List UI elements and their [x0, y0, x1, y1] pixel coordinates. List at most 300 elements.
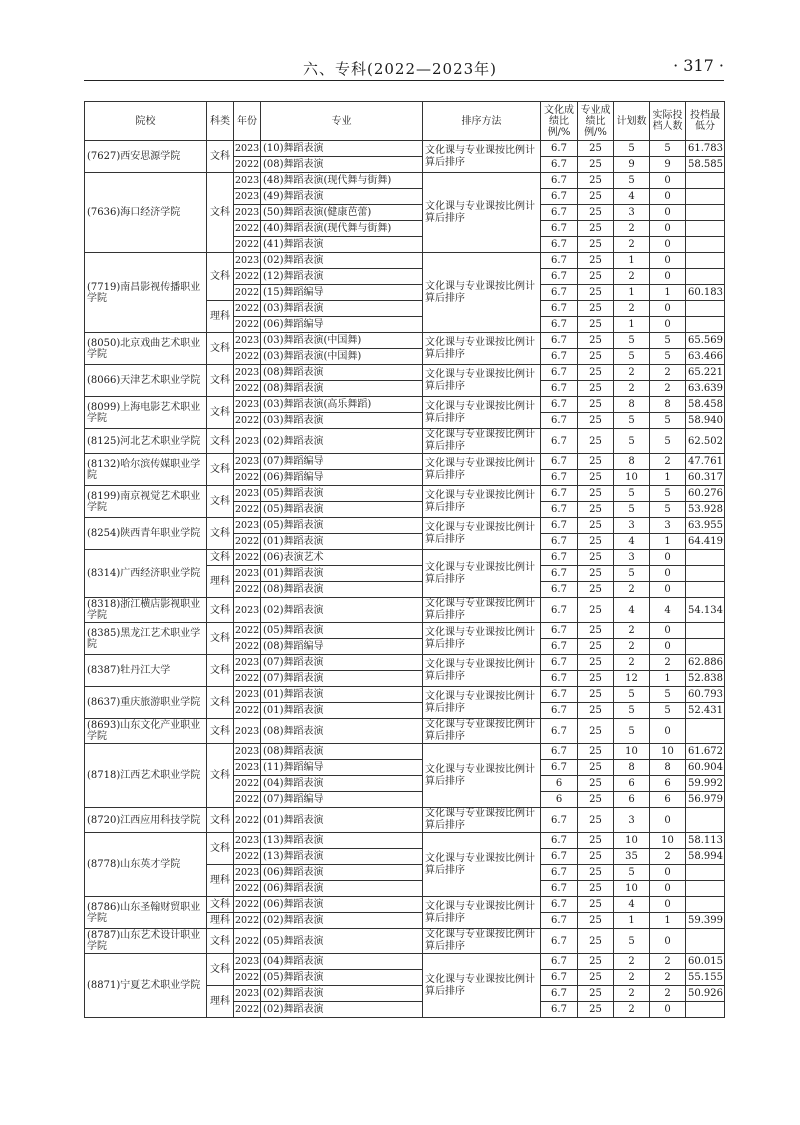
plan-count-cell: 10	[614, 470, 650, 486]
min-score-cell	[686, 269, 725, 285]
major-ratio-cell: 25	[578, 333, 614, 349]
admission-table-container	[84, 101, 724, 1018]
actual-count-cell: 5	[650, 486, 686, 502]
year-cell: 2022	[234, 881, 261, 897]
category-cell: 文科	[207, 550, 234, 566]
major-cell: (15)舞蹈编导	[261, 285, 423, 301]
year-cell: 2023	[234, 486, 261, 502]
actual-count-cell: 1	[650, 671, 686, 687]
min-score-cell: 58.113	[686, 833, 725, 849]
min-score-cell: 58.585	[686, 157, 725, 173]
culture-ratio-cell: 6.7	[541, 157, 578, 173]
major-ratio-cell: 25	[578, 141, 614, 157]
actual-count-cell: 0	[650, 550, 686, 566]
min-score-cell: 65.569	[686, 333, 725, 349]
plan-count-cell: 12	[614, 671, 650, 687]
sort-method-cell: 文化课与专业课按比例计算后排序	[423, 141, 541, 173]
school-cell: (8693)山东文化产业职业学院	[85, 719, 207, 744]
year-cell: 2022	[234, 317, 261, 333]
major-cell: (03)舞蹈表演	[261, 413, 423, 429]
year-cell: 2023	[234, 954, 261, 970]
plan-count-cell: 2	[614, 365, 650, 381]
school-cell: (8387)牡丹江大学	[85, 655, 207, 687]
major-cell: (50)舞蹈表演(健康芭蕾)	[261, 205, 423, 221]
major-ratio-cell: 25	[578, 639, 614, 655]
culture-ratio-cell: 6.7	[541, 566, 578, 582]
culture-ratio-cell: 6.7	[541, 381, 578, 397]
major-ratio-cell: 25	[578, 285, 614, 301]
plan-count-cell: 3	[614, 550, 650, 566]
actual-count-cell: 2	[650, 849, 686, 865]
year-cell: 2023	[234, 986, 261, 1002]
plan-count-cell: 5	[614, 687, 650, 703]
school-cell: (8718)江西艺术职业学院	[85, 744, 207, 808]
table-row	[85, 954, 725, 970]
year-cell: 2022	[234, 913, 261, 929]
page-header	[0, 0, 800, 95]
min-score-cell: 58.994	[686, 849, 725, 865]
major-ratio-cell: 25	[578, 157, 614, 173]
actual-count-cell: 0	[650, 253, 686, 269]
major-cell: (13)舞蹈表演	[261, 833, 423, 849]
school-cell: (8778)山东英才学院	[85, 833, 207, 897]
culture-ratio-cell: 6.7	[541, 349, 578, 365]
culture-ratio-cell: 6.7	[541, 221, 578, 237]
actual-count-cell: 8	[650, 397, 686, 413]
year-cell: 2022	[234, 776, 261, 792]
year-cell: 2022	[234, 221, 261, 237]
table-row	[85, 397, 725, 413]
major-ratio-cell: 25	[578, 365, 614, 381]
actual-count-cell: 2	[650, 986, 686, 1002]
major-ratio-cell: 25	[578, 929, 614, 954]
col-header-category: 科类	[207, 102, 234, 141]
culture-ratio-cell: 6.7	[541, 205, 578, 221]
col-header-sort: 排序方法	[423, 102, 541, 141]
min-score-cell	[686, 221, 725, 237]
min-score-cell	[686, 639, 725, 655]
category-cell: 理科	[207, 301, 234, 333]
culture-ratio-cell: 6.7	[541, 269, 578, 285]
major-cell: (03)舞蹈表演	[261, 301, 423, 317]
plan-count-cell: 2	[614, 655, 650, 671]
actual-count-cell: 0	[650, 881, 686, 897]
culture-ratio-cell: 6.7	[541, 655, 578, 671]
major-ratio-cell: 25	[578, 687, 614, 703]
actual-count-cell: 5	[650, 687, 686, 703]
year-cell: 2022	[234, 269, 261, 285]
school-cell: (7719)南昌影视传播职业学院	[85, 253, 207, 333]
actual-count-cell: 1	[650, 285, 686, 301]
culture-ratio-cell: 6.7	[541, 881, 578, 897]
min-score-cell: 59.399	[686, 913, 725, 929]
culture-ratio-cell: 6.7	[541, 849, 578, 865]
major-ratio-cell: 25	[578, 849, 614, 865]
actual-count-cell: 2	[650, 954, 686, 970]
culture-ratio-cell: 6.7	[541, 317, 578, 333]
major-cell: (08)舞蹈表演	[261, 365, 423, 381]
plan-count-cell: 9	[614, 157, 650, 173]
major-cell: (07)舞蹈编导	[261, 792, 423, 808]
culture-ratio-cell: 6.7	[541, 986, 578, 1002]
major-ratio-cell: 25	[578, 518, 614, 534]
major-ratio-cell: 25	[578, 534, 614, 550]
category-cell: 文科	[207, 333, 234, 365]
major-ratio-cell: 25	[578, 237, 614, 253]
school-cell: (8318)浙江横店影视职业学院	[85, 598, 207, 623]
col-header-actual: 实际投档人数	[650, 102, 686, 141]
major-cell: (03)舞蹈表演(中国舞)	[261, 349, 423, 365]
culture-ratio-cell: 6.7	[541, 598, 578, 623]
culture-ratio-cell: 6.7	[541, 413, 578, 429]
plan-count-cell: 2	[614, 221, 650, 237]
major-ratio-cell: 25	[578, 970, 614, 986]
min-score-cell	[686, 189, 725, 205]
year-cell: 2023	[234, 719, 261, 744]
school-cell: (8871)宁夏艺术职业学院	[85, 954, 207, 1018]
major-cell: (03)舞蹈表演(高乐舞蹈)	[261, 397, 423, 413]
plan-count-cell: 10	[614, 744, 650, 760]
major-ratio-cell: 25	[578, 269, 614, 285]
major-ratio-cell: 25	[578, 221, 614, 237]
culture-ratio-cell: 6.7	[541, 703, 578, 719]
sort-method-cell: 文化课与专业课按比例计算后排序	[423, 929, 541, 954]
culture-ratio-cell: 6.7	[541, 760, 578, 776]
culture-ratio-cell: 6.7	[541, 237, 578, 253]
actual-count-cell: 8	[650, 760, 686, 776]
major-cell: (10)舞蹈表演	[261, 141, 423, 157]
sort-method-cell: 文化课与专业课按比例计算后排序	[423, 253, 541, 333]
category-cell: 文科	[207, 897, 234, 913]
year-cell: 2023	[234, 397, 261, 413]
min-score-cell	[686, 719, 725, 744]
year-cell: 2022	[234, 157, 261, 173]
category-cell: 文科	[207, 929, 234, 954]
year-cell: 2023	[234, 365, 261, 381]
min-score-cell	[686, 623, 725, 639]
actual-count-cell: 5	[650, 349, 686, 365]
category-cell: 文科	[207, 486, 234, 518]
actual-count-cell: 0	[650, 808, 686, 833]
actual-count-cell: 5	[650, 703, 686, 719]
school-cell: (7627)西安思源学院	[85, 141, 207, 173]
culture-ratio-cell: 6.7	[541, 1002, 578, 1018]
category-cell: 文科	[207, 744, 234, 808]
major-cell: (05)舞蹈表演	[261, 623, 423, 639]
culture-ratio-cell: 6.7	[541, 913, 578, 929]
sort-method-cell: 文化课与专业课按比例计算后排序	[423, 518, 541, 550]
plan-count-cell: 2	[614, 381, 650, 397]
min-score-cell	[686, 317, 725, 333]
table-header-row	[85, 102, 725, 141]
year-cell: 2023	[234, 687, 261, 703]
actual-count-cell: 10	[650, 833, 686, 849]
col-header-min-score: 投档最低分	[686, 102, 725, 141]
culture-ratio-cell: 6.7	[541, 639, 578, 655]
actual-count-cell: 4	[650, 598, 686, 623]
culture-ratio-cell: 6.7	[541, 534, 578, 550]
min-score-cell: 63.955	[686, 518, 725, 534]
table-row	[85, 141, 725, 157]
plan-count-cell: 8	[614, 397, 650, 413]
category-cell: 文科	[207, 454, 234, 486]
culture-ratio-cell: 6.7	[541, 429, 578, 454]
major-cell: (07)舞蹈表演	[261, 655, 423, 671]
sort-method-cell: 文化课与专业课按比例计算后排序	[423, 687, 541, 719]
table-body	[85, 141, 725, 1018]
actual-count-cell: 0	[650, 566, 686, 582]
col-header-plan: 计划数	[614, 102, 650, 141]
school-cell: (8099)上海电影艺术职业学院	[85, 397, 207, 429]
year-cell: 2022	[234, 502, 261, 518]
sort-method-cell: 文化课与专业课按比例计算后排序	[423, 454, 541, 486]
actual-count-cell: 2	[650, 365, 686, 381]
major-cell: (01)舞蹈表演	[261, 703, 423, 719]
year-cell: 2023	[234, 566, 261, 582]
min-score-cell	[686, 897, 725, 913]
culture-ratio-cell: 6.7	[541, 833, 578, 849]
actual-count-cell: 0	[650, 897, 686, 913]
year-cell: 2022	[234, 381, 261, 397]
sort-method-cell: 文化课与专业课按比例计算后排序	[423, 744, 541, 808]
actual-count-cell: 1	[650, 534, 686, 550]
year-cell: 2022	[234, 582, 261, 598]
actual-count-cell: 2	[650, 381, 686, 397]
sort-method-cell: 文化课与专业课按比例计算后排序	[423, 897, 541, 929]
category-cell: 文科	[207, 687, 234, 719]
major-cell: (49)舞蹈表演	[261, 189, 423, 205]
min-score-cell: 60.015	[686, 954, 725, 970]
plan-count-cell: 5	[614, 141, 650, 157]
major-ratio-cell: 25	[578, 719, 614, 744]
min-score-cell: 64.419	[686, 534, 725, 550]
col-header-year: 年份	[234, 102, 261, 141]
actual-count-cell: 0	[650, 582, 686, 598]
plan-count-cell: 5	[614, 566, 650, 582]
sort-method-cell: 文化课与专业课按比例计算后排序	[423, 833, 541, 897]
major-cell: (13)舞蹈表演	[261, 849, 423, 865]
major-ratio-cell: 25	[578, 776, 614, 792]
year-cell: 2022	[234, 671, 261, 687]
table-row	[85, 333, 725, 349]
major-ratio-cell: 25	[578, 173, 614, 189]
plan-count-cell: 4	[614, 534, 650, 550]
table-row	[85, 429, 725, 454]
school-cell: (8199)南京视觉艺术职业学院	[85, 486, 207, 518]
category-cell: 理科	[207, 986, 234, 1018]
table-row	[85, 365, 725, 381]
page-number: · 317 ·	[673, 56, 724, 75]
actual-count-cell: 5	[650, 502, 686, 518]
table-row	[85, 687, 725, 703]
culture-ratio-cell: 6.7	[541, 470, 578, 486]
school-cell: (8786)山东圣翰财贸职业学院	[85, 897, 207, 929]
sort-method-cell: 文化课与专业课按比例计算后排序	[423, 333, 541, 365]
min-score-cell	[686, 253, 725, 269]
major-cell: (04)舞蹈表演	[261, 954, 423, 970]
category-cell: 理科	[207, 566, 234, 598]
year-cell: 2022	[234, 470, 261, 486]
major-ratio-cell: 25	[578, 349, 614, 365]
plan-count-cell: 2	[614, 639, 650, 655]
actual-count-cell: 1	[650, 913, 686, 929]
category-cell: 文科	[207, 173, 234, 253]
min-score-cell: 65.221	[686, 365, 725, 381]
major-cell: (01)舞蹈表演	[261, 534, 423, 550]
year-cell: 2023	[234, 253, 261, 269]
major-cell: (02)舞蹈表演	[261, 429, 423, 454]
culture-ratio-cell: 6.7	[541, 687, 578, 703]
culture-ratio-cell: 6.7	[541, 365, 578, 381]
actual-count-cell: 0	[650, 301, 686, 317]
actual-count-cell: 0	[650, 929, 686, 954]
major-ratio-cell: 25	[578, 808, 614, 833]
culture-ratio-cell: 6.7	[541, 582, 578, 598]
school-cell: (8637)重庆旅游职业学院	[85, 687, 207, 719]
actual-count-cell: 0	[650, 719, 686, 744]
plan-count-cell: 5	[614, 929, 650, 954]
year-cell: 2023	[234, 655, 261, 671]
year-cell: 2022	[234, 550, 261, 566]
major-ratio-cell: 25	[578, 189, 614, 205]
min-score-cell: 60.183	[686, 285, 725, 301]
major-ratio-cell: 25	[578, 381, 614, 397]
table-row	[85, 719, 725, 744]
major-cell: (02)舞蹈表演	[261, 986, 423, 1002]
min-score-cell: 59.992	[686, 776, 725, 792]
major-ratio-cell: 25	[578, 792, 614, 808]
major-ratio-cell: 25	[578, 655, 614, 671]
plan-count-cell: 3	[614, 205, 650, 221]
plan-count-cell: 5	[614, 349, 650, 365]
major-cell: (07)舞蹈编导	[261, 454, 423, 470]
major-ratio-cell: 25	[578, 397, 614, 413]
actual-count-cell: 2	[650, 655, 686, 671]
col-header-major: 专业	[261, 102, 423, 141]
category-cell: 文科	[207, 253, 234, 301]
table-row	[85, 929, 725, 954]
plan-count-cell: 6	[614, 792, 650, 808]
min-score-cell: 62.886	[686, 655, 725, 671]
major-ratio-cell: 25	[578, 986, 614, 1002]
sort-method-cell: 文化课与专业课按比例计算后排序	[423, 550, 541, 598]
major-cell: (06)表演艺术	[261, 550, 423, 566]
plan-count-cell: 10	[614, 881, 650, 897]
major-ratio-cell: 25	[578, 253, 614, 269]
culture-ratio-cell: 6.7	[541, 929, 578, 954]
year-cell: 2022	[234, 237, 261, 253]
actual-count-cell: 0	[650, 1002, 686, 1018]
major-cell: (06)舞蹈表演	[261, 865, 423, 881]
plan-count-cell: 1	[614, 285, 650, 301]
plan-count-cell: 5	[614, 719, 650, 744]
major-ratio-cell: 25	[578, 454, 614, 470]
major-cell: (02)舞蹈表演	[261, 1002, 423, 1018]
plan-count-cell: 6	[614, 776, 650, 792]
plan-count-cell: 2	[614, 986, 650, 1002]
category-cell: 理科	[207, 865, 234, 897]
plan-count-cell: 4	[614, 897, 650, 913]
actual-count-cell: 0	[650, 269, 686, 285]
year-cell: 2022	[234, 897, 261, 913]
culture-ratio-cell: 6.7	[541, 671, 578, 687]
table-row	[85, 253, 725, 269]
major-ratio-cell: 25	[578, 550, 614, 566]
sort-method-cell: 文化课与专业课按比例计算后排序	[423, 429, 541, 454]
table-row	[85, 655, 725, 671]
plan-count-cell: 5	[614, 502, 650, 518]
actual-count-cell: 0	[650, 623, 686, 639]
major-cell: (02)舞蹈表演	[261, 598, 423, 623]
year-cell: 2022	[234, 623, 261, 639]
culture-ratio-cell: 6.7	[541, 954, 578, 970]
major-ratio-cell: 25	[578, 413, 614, 429]
min-score-cell: 56.979	[686, 792, 725, 808]
min-score-cell: 60.793	[686, 687, 725, 703]
category-cell: 文科	[207, 655, 234, 687]
culture-ratio-cell: 6.7	[541, 623, 578, 639]
major-cell: (02)舞蹈表演	[261, 913, 423, 929]
actual-count-cell: 5	[650, 333, 686, 349]
actual-count-cell: 3	[650, 518, 686, 534]
category-cell: 文科	[207, 954, 234, 986]
year-cell: 2022	[234, 808, 261, 833]
culture-ratio-cell: 6.7	[541, 865, 578, 881]
sort-method-cell: 文化课与专业课按比例计算后排序	[423, 954, 541, 1018]
min-score-cell: 53.928	[686, 502, 725, 518]
plan-count-cell: 3	[614, 518, 650, 534]
plan-count-cell: 4	[614, 189, 650, 205]
sort-method-cell: 文化课与专业课按比例计算后排序	[423, 719, 541, 744]
table-row	[85, 173, 725, 189]
min-score-cell: 54.134	[686, 598, 725, 623]
culture-ratio-cell: 6.7	[541, 897, 578, 913]
category-cell: 文科	[207, 833, 234, 865]
min-score-cell: 58.458	[686, 397, 725, 413]
major-cell: (11)舞蹈编导	[261, 760, 423, 776]
min-score-cell: 47.761	[686, 454, 725, 470]
major-cell: (03)舞蹈表演(中国舞)	[261, 333, 423, 349]
year-cell: 2022	[234, 1002, 261, 1018]
sort-method-cell: 文化课与专业课按比例计算后排序	[423, 173, 541, 253]
actual-count-cell: 6	[650, 776, 686, 792]
major-ratio-cell: 25	[578, 502, 614, 518]
plan-count-cell: 1	[614, 913, 650, 929]
plan-count-cell: 4	[614, 598, 650, 623]
year-cell: 2022	[234, 301, 261, 317]
year-cell: 2023	[234, 454, 261, 470]
actual-count-cell: 0	[650, 205, 686, 221]
culture-ratio-cell: 6.7	[541, 173, 578, 189]
actual-count-cell: 10	[650, 744, 686, 760]
culture-ratio-cell: 6.7	[541, 301, 578, 317]
major-cell: (08)舞蹈表演	[261, 719, 423, 744]
culture-ratio-cell: 6.7	[541, 486, 578, 502]
school-cell: (8132)哈尔滨传媒职业学院	[85, 454, 207, 486]
culture-ratio-cell: 6.7	[541, 141, 578, 157]
culture-ratio-cell: 6	[541, 776, 578, 792]
year-cell: 2023	[234, 333, 261, 349]
major-ratio-cell: 25	[578, 566, 614, 582]
school-cell: (8050)北京戏曲艺术职业学院	[85, 333, 207, 365]
plan-count-cell: 5	[614, 333, 650, 349]
sort-method-cell: 文化课与专业课按比例计算后排序	[423, 365, 541, 397]
year-cell: 2023	[234, 518, 261, 534]
major-cell: (06)舞蹈表演	[261, 897, 423, 913]
year-cell: 2022	[234, 639, 261, 655]
major-ratio-cell: 25	[578, 317, 614, 333]
table-row	[85, 518, 725, 534]
